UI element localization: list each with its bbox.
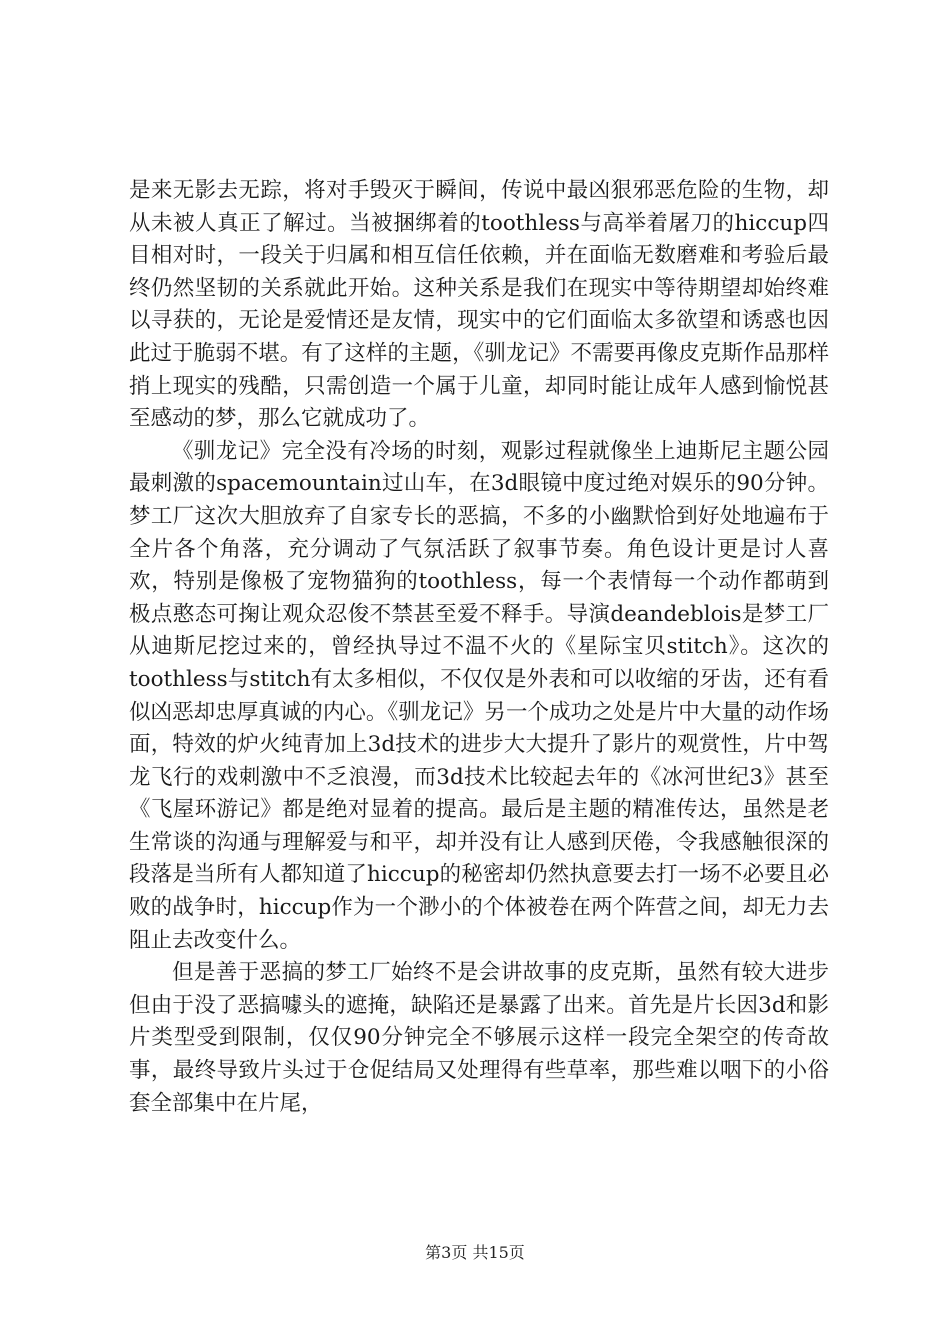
document-body <box>129 175 829 1120</box>
page-footer: 第3页 共15页 <box>425 1243 525 1262</box>
paragraph-3: 但是善于恶搞的梦工厂始终不是会讲故事的皮克斯，虽然有较大进步但由于没了恶搞噱头的遮掩，缺陷还是暴露了出来。首先是片长因3d和影片类型受到限制，仅仅90分钟完全不够展示这样一段完全架空的传奇故事，最终导致片头过于仓促结局又处理得有些草率，那些难以咽下的小俗套全部集中在片尾， <box>129 960 829 1116</box>
paragraph-1: 是来无影去无踪，将对手毁灭于瞬间，传说中最凶狠邪恶危险的生物，却从未被人真正了解过。当被捆绑着的toothless与高举着屠刀的hiccup四目相对时，一段关于归属和相互信任依赖，并在面临无数磨难和考验后最终仍然坚韧的关系就此开始。这种关系是我们在现实中等待期望却始终难以寻获的，无论是爱情还是友情，现实中的它们面临太多欲望和诱惑也因此过于脆弱不堪。有了这样的主题，《驯龙记》不需要再像皮克斯作品那样捎上现实的残酷，只需创造一个属于儿童，却同时能让成年人感到愉悦甚至感动的梦，那么它就成功了。 <box>129 178 829 432</box>
paragraph-2: 《驯龙记》完全没有冷场的时刻，观影过程就像坐上迪斯尼主题公园最刺激的spacemountain过山车，在3d眼镜中度过绝对娱乐的90分钟。梦工厂这次大胆放弃了自家专长的恶搞，不多的小幽默恰到好处地遍布于全片各个角落，充分调动了气氛活跃了叙事节奏。角色设计更是讨人喜欢，特别是像极了宠物猫狗的toothless，每一个表情每一个动作都萌到极点憨态可掬让观众忍俊不禁甚至爱不释手。导演deandeblois是梦工厂从迪斯尼挖过来的，曾经执导过不温不火的《星际宝贝stitch》。这次的toothless与stitch有太多相似，不仅仅是外表和可以收缩的牙齿，还有看似凶恶却忠厚真诚的内心。《驯龙记》另一个成功之处是片中大量的动作场面，特效的炉火纯青加上3d技术的进步大大提升了影片的观赏性，片中驾龙飞行的戏刺激中不乏浪漫，而3d技术比较起去年的《冰河世纪3》甚至《飞屋环游记》都是绝对显着的提高。最后是主题的精准传达，虽然是老生常谈的沟通与理解爱与和平，却并没有让人感到厌倦，令我感触很深的段落是当所有人都知道了hiccup的秘密却仍然执意要去打一场不必要且必败的战争时，hiccup作为一个渺小的个体被卷在两个阵营之间，却无力去阻止去改变什么。 <box>129 438 829 953</box>
